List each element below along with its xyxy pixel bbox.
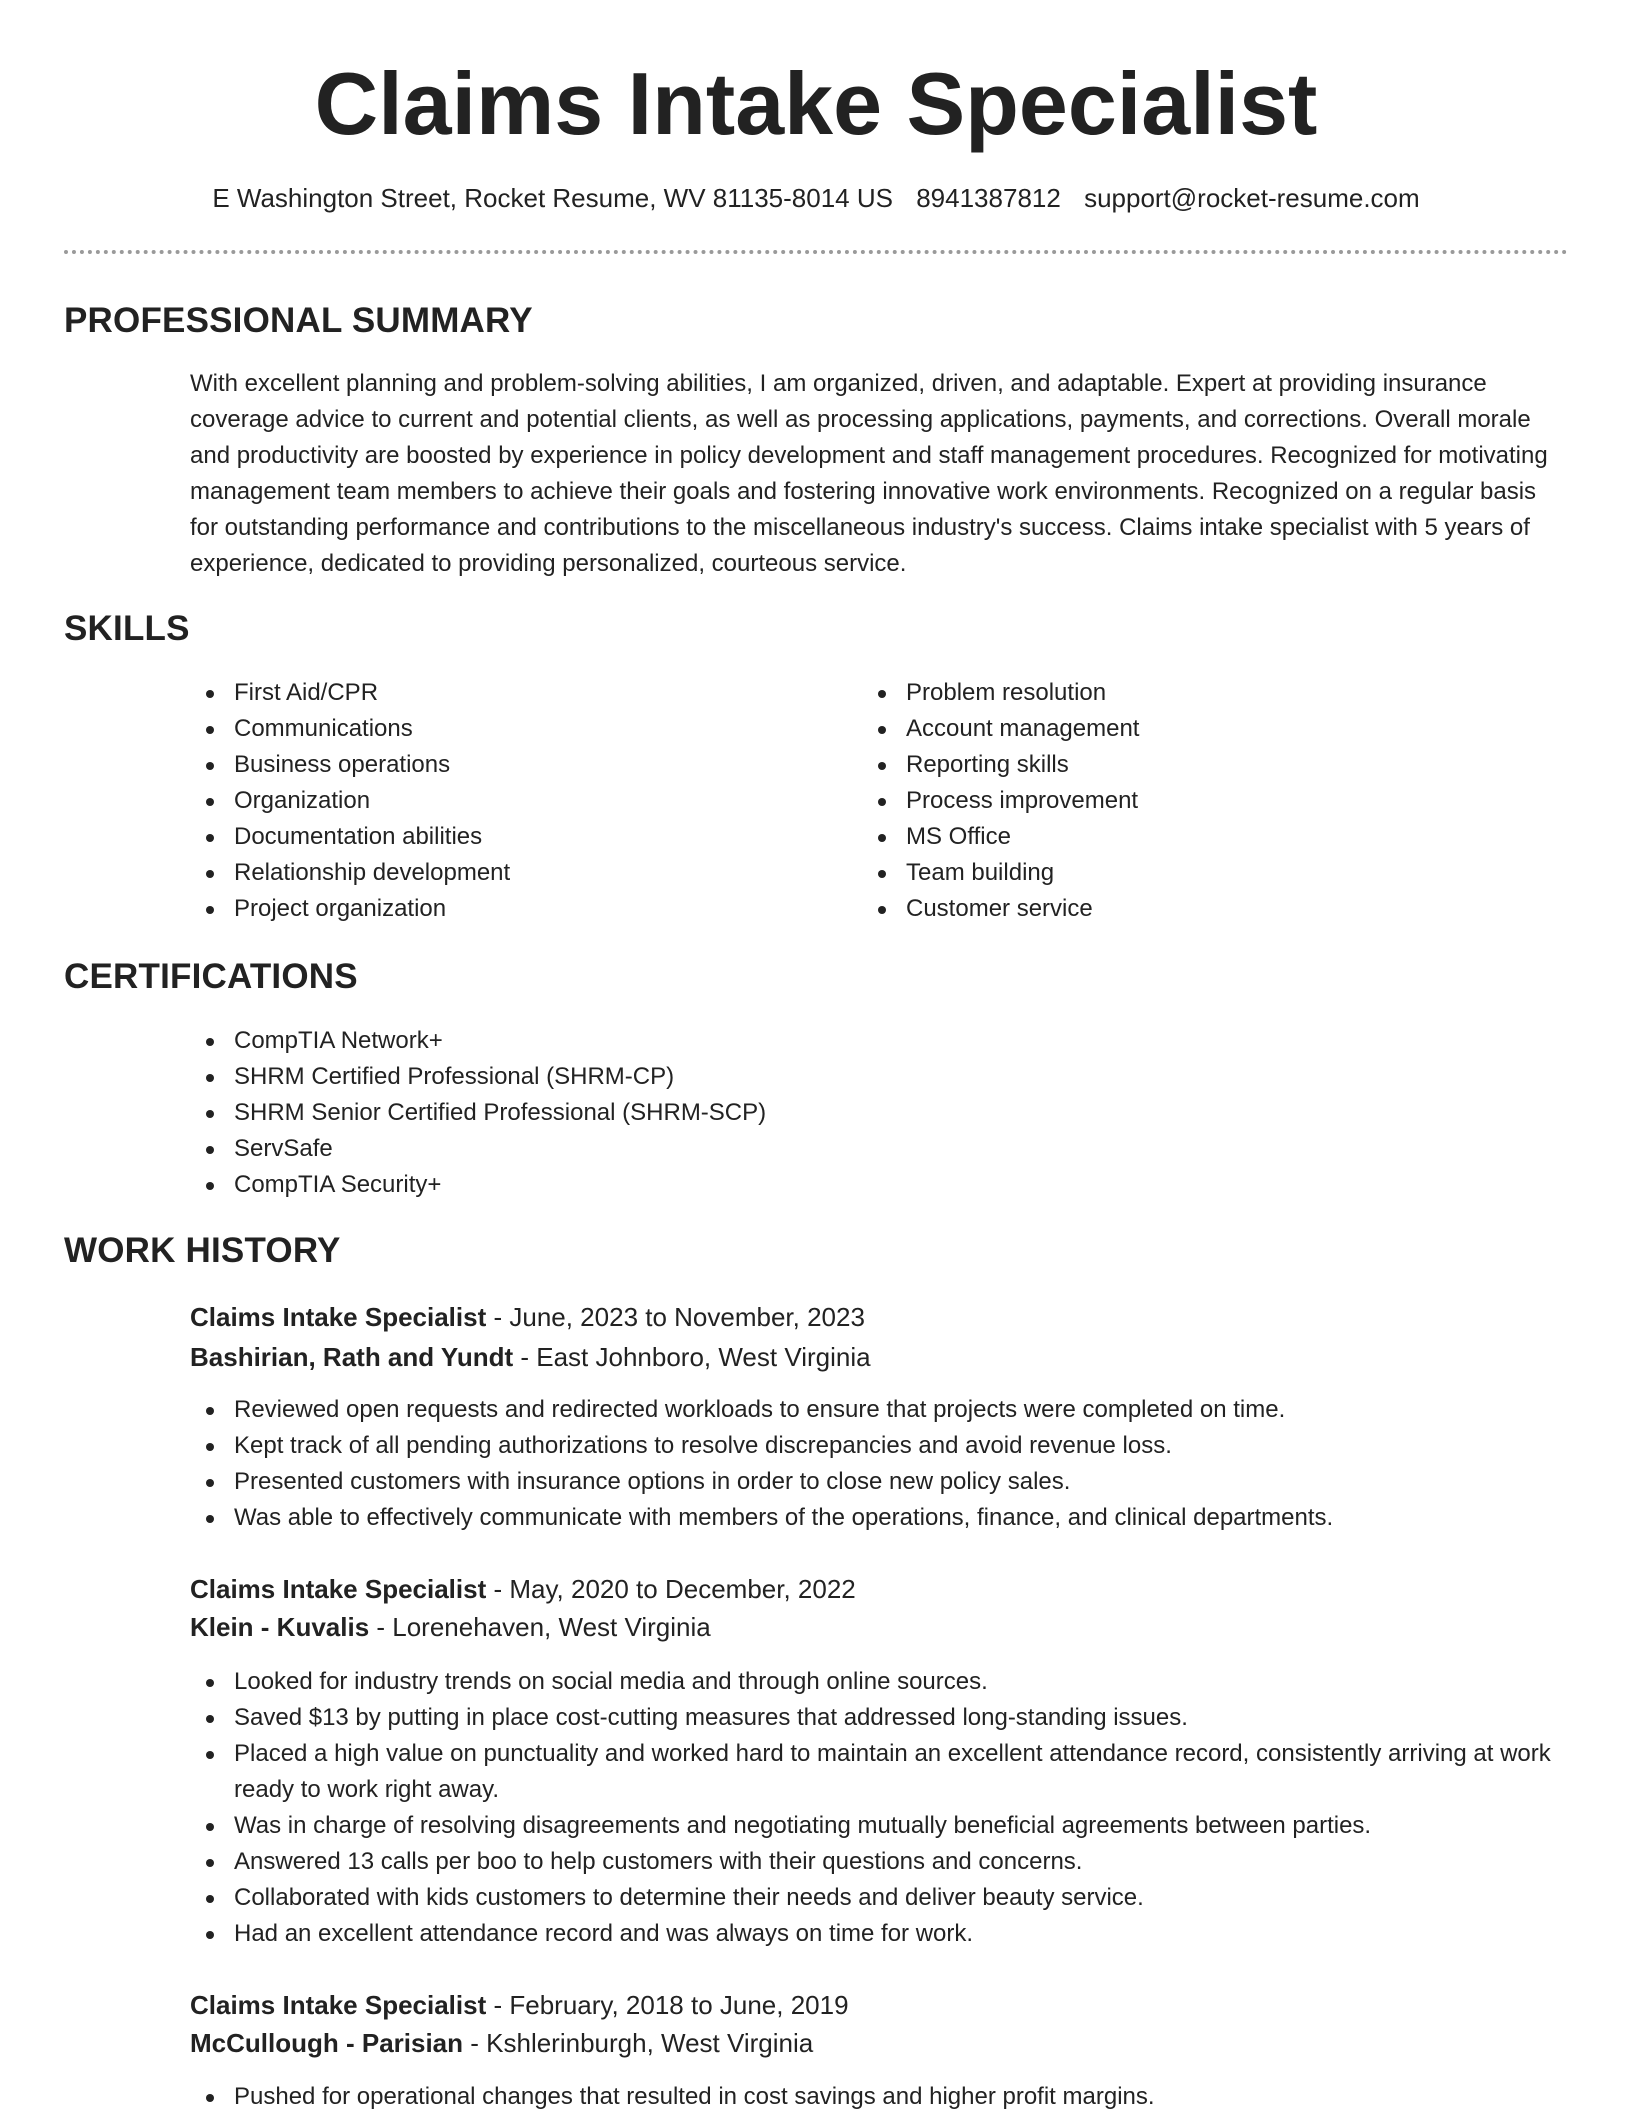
summary-heading: PROFESSIONAL SUMMARY [64, 301, 533, 340]
certification-item: CompTIA Security+ [190, 1167, 1090, 1203]
job-role: Claims Intake Specialist [190, 1302, 487, 1332]
job-title-line [190, 1987, 849, 2023]
skill-item: Project organization [190, 891, 830, 927]
job-company: Klein - Kuvalis [190, 1612, 370, 1642]
job-bullet: Placed a high value on punctuality and worked hard to maintain an excellent attendance record, consistently arriving at work ready to work right away. [190, 1736, 1570, 1808]
work-history-heading: WORK HISTORY [64, 1231, 341, 1270]
skill-item: Documentation abilities [190, 819, 830, 855]
certifications-heading: CERTIFICATIONS [64, 957, 358, 996]
job-company-line [190, 2025, 813, 2061]
skill-item: Reporting skills [862, 747, 1502, 783]
job-bullet: Presented customers with insurance options in order to close new policy sales. [190, 1464, 1570, 1500]
skill-item: Problem resolution [862, 675, 1502, 711]
skill-item: MS Office [862, 819, 1502, 855]
skill-item: Communications [190, 711, 830, 747]
job-bullet: Reviewed open requests and redirected workloads to ensure that projects were completed on time. [190, 1392, 1570, 1428]
certification-item: CompTIA Network+ [190, 1023, 1090, 1059]
job-role: Claims Intake Specialist [190, 1574, 487, 1604]
skill-item: Team building [862, 855, 1502, 891]
job-bullet: Kept track of all pending authorizations to resolve discrepancies and avoid revenue loss. [190, 1428, 1570, 1464]
job-bullets [190, 1392, 1570, 1536]
certification-item: SHRM Certified Professional (SHRM-CP) [190, 1059, 1090, 1095]
resume-name: Claims Intake Specialist [314, 54, 1318, 153]
skill-item: Business operations [190, 747, 830, 783]
contact-address: E Washington Street, Rocket Resume, WV 81135-8014 US [212, 183, 893, 213]
skill-item: First Aid/CPR [190, 675, 830, 711]
skill-item: Account management [862, 711, 1502, 747]
contact-phone: 8941387812 [916, 183, 1061, 213]
summary-text: With excellent planning and problem-solving abilities, I am organized, driven, and adaptable. Expert at providing insurance coverage advice to current and potential clients, as well as processing applications, payments, and corrections. Overall morale and productivity are boosted by experience in policy development and staff management procedures. Recognized for motivating management team members to achieve their goals and fostering innovative work environments. Recognized on a regular basis for outstanding performance and contributions to the miscellaneous industry's success. Claims intake specialist with 5 years of experience, dedicated to providing personalized, courteous service. [190, 370, 1548, 577]
certifications-list [190, 1023, 1090, 1203]
job-dates: - June, 2023 to November, 2023 [486, 1302, 865, 1332]
skill-item: Organization [190, 783, 830, 819]
job-bullets [190, 2079, 1570, 2115]
header-divider [64, 250, 1568, 254]
job-title-line [190, 1299, 865, 1335]
contact-line [0, 181, 1632, 215]
job-company: McCullough - Parisian [190, 2028, 464, 2058]
job-location: - Kshlerinburgh, West Virginia [463, 2028, 814, 2058]
job-dates: - May, 2020 to December, 2022 [486, 1574, 856, 1604]
job-bullets [190, 1664, 1570, 1952]
job-company: Bashirian, Rath and Yundt [190, 1342, 514, 1372]
job-title-line [190, 1571, 856, 1607]
skills-heading: SKILLS [64, 609, 190, 648]
job-bullet: Collaborated with kids customers to determine their needs and deliver beauty service. [190, 1880, 1570, 1916]
job-location: - East Johnboro, West Virginia [513, 1342, 871, 1372]
skill-item: Process improvement [862, 783, 1502, 819]
job-bullet: Looked for industry trends on social media and through online sources. [190, 1664, 1570, 1700]
job-dates: - February, 2018 to June, 2019 [486, 1990, 849, 2020]
job-bullet: Was in charge of resolving disagreements and negotiating mutually beneficial agreements between parties. [190, 1808, 1570, 1844]
skills-list-left [190, 675, 830, 927]
certification-item: ServSafe [190, 1131, 1090, 1167]
skill-item: Customer service [862, 891, 1502, 927]
job-bullet: Saved $13 by putting in place cost-cutting measures that addressed long-standing issues. [190, 1700, 1570, 1736]
contact-email: support@rocket-resume.com [1084, 183, 1420, 213]
job-role: Claims Intake Specialist [190, 1990, 487, 2020]
job-company-line [190, 1339, 871, 1375]
job-bullet: Was able to effectively communicate with members of the operations, finance, and clinical departments. [190, 1500, 1570, 1536]
certification-item: SHRM Senior Certified Professional (SHRM-SCP) [190, 1095, 1090, 1131]
job-bullet: Had an excellent attendance record and was always on time for work. [190, 1916, 1570, 1952]
job-bullet: Answered 13 calls per boo to help customers with their questions and concerns. [190, 1844, 1570, 1880]
job-location: - Lorenehaven, West Virginia [369, 1612, 711, 1642]
skills-list-right [862, 675, 1502, 927]
job-company-line [190, 1609, 711, 1645]
job-bullet: Pushed for operational changes that resulted in cost savings and higher profit margins. [190, 2079, 1570, 2115]
skill-item: Relationship development [190, 855, 830, 891]
